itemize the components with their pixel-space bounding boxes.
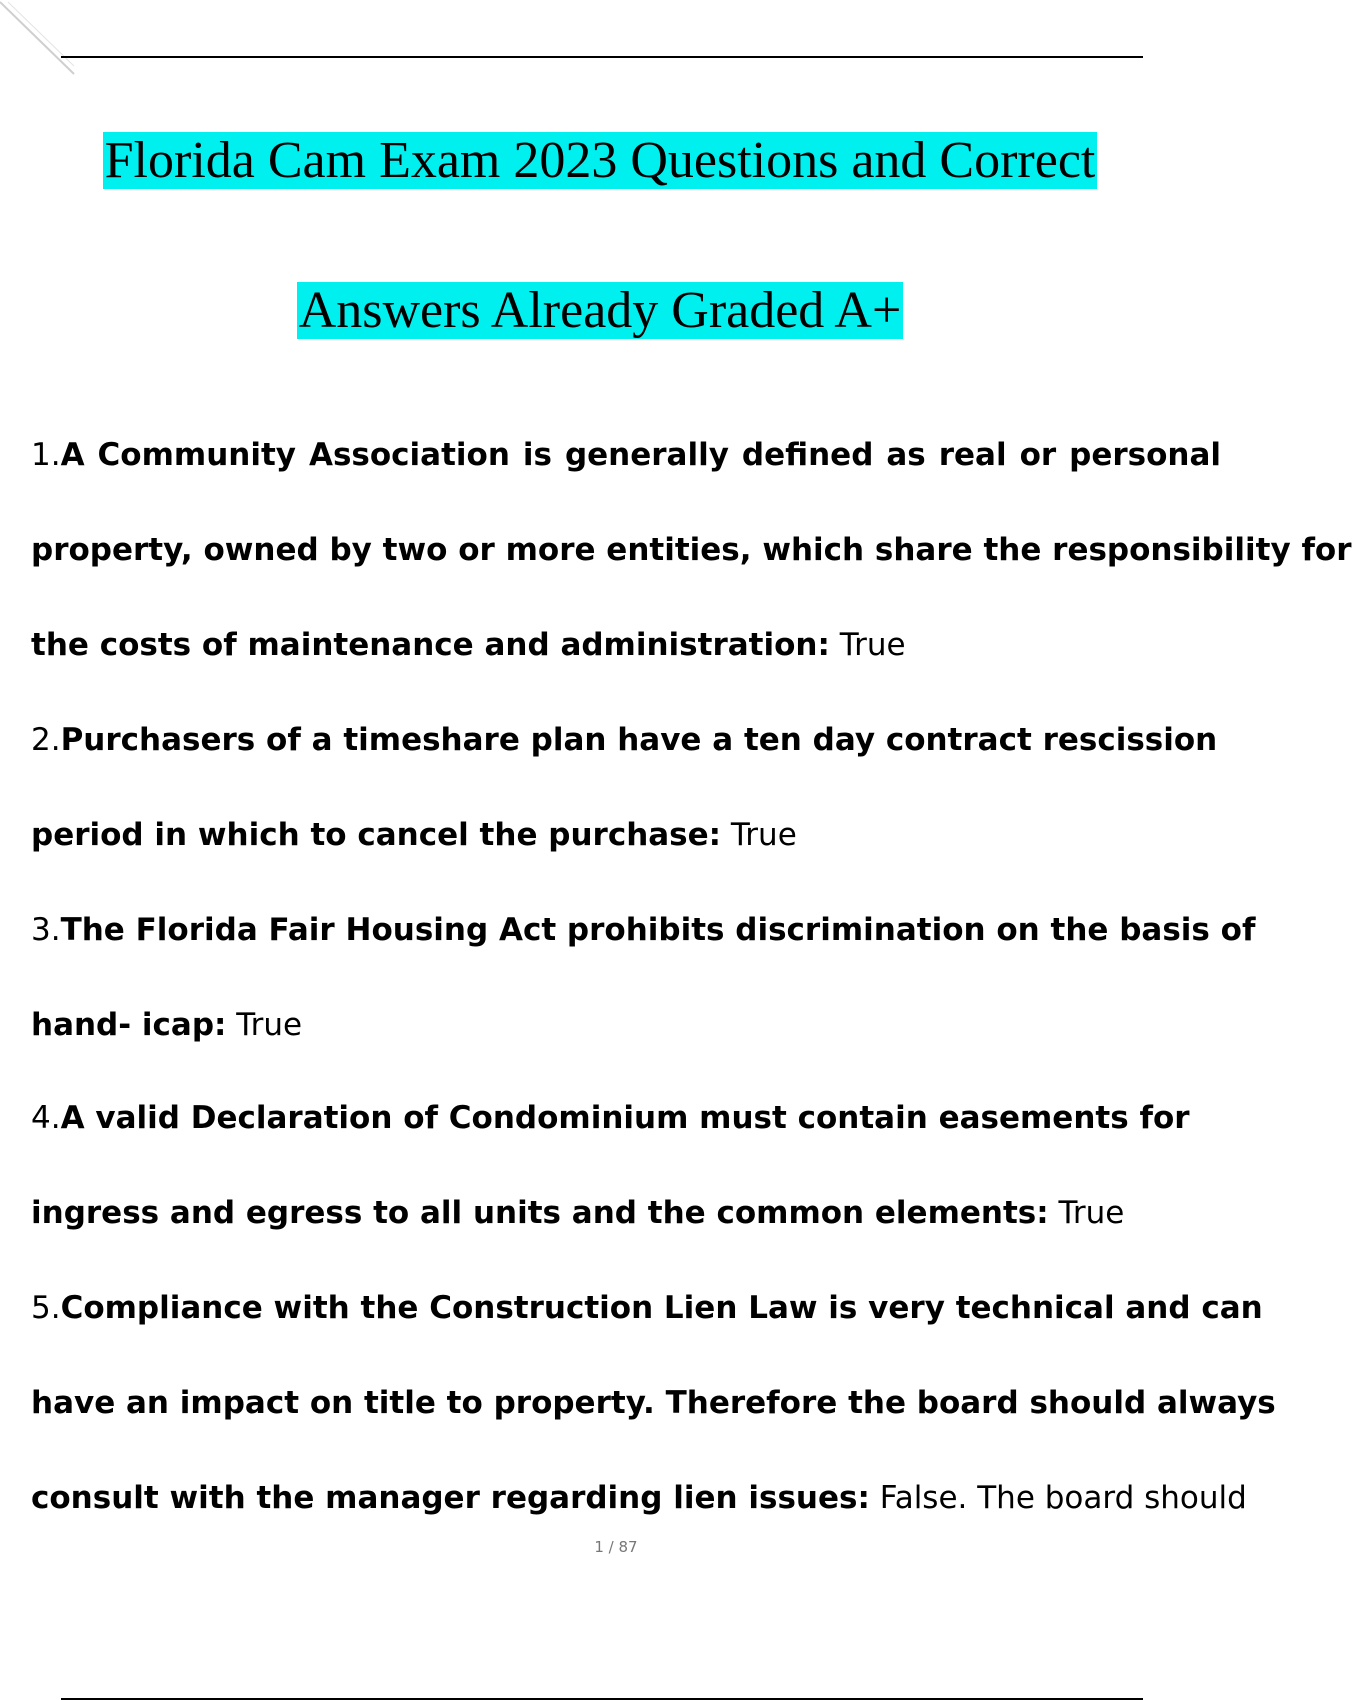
question-5-line-1 [31,1261,1263,1356]
question-text: The Florida Fair Housing Act prohibits discrimination on the basis of [60,912,1256,948]
question-item-5 [31,1261,1276,1546]
question-number: 2. [31,722,61,758]
question-text: period in which to cancel the purchase: [31,817,722,853]
question-text: Compliance with the Construction Lien Law is very technical and can [60,1290,1263,1326]
question-text: hand- icap: [31,1007,227,1043]
question-text: the costs of maintenance and administration: [31,627,830,663]
question-text: consult with the manager regarding lien issues: [31,1480,870,1516]
question-item-1 [31,408,1352,693]
question-number: 5. [31,1290,61,1326]
question-item-2 [31,693,1221,883]
question-text: Purchasers of a timeshare plan have a ten day contract rescission [60,722,1218,758]
page-indicator: 1 / 87 [594,1538,638,1556]
answer-text: True [1048,1195,1125,1231]
question-text: A Community Association is generally defined as real or personal [60,437,1221,473]
document-title-line-1 [0,130,1200,192]
question-number: 1. [31,437,61,473]
question-text: ingress and egress to all units and the common elements: [31,1195,1049,1231]
question-4-line-2 [31,1166,1221,1261]
answer-text: True [829,627,906,663]
answer-text: True [226,1007,303,1043]
question-5-line-3 [31,1451,1247,1546]
question-number: 4. [31,1100,61,1136]
question-1-line-1 [31,408,1221,503]
answer-text: False. The board should [869,1480,1247,1516]
question-1-line-3 [31,598,1221,693]
question-1-line-2 [31,503,1352,598]
question-item-3 [31,883,1256,1073]
question-text: A valid Declaration of Condominium must contain easements for [60,1100,1190,1136]
document-title-line-2 [0,280,1200,342]
top-rule [61,56,1143,58]
question-number: 3. [31,912,61,948]
question-item-4 [31,1071,1221,1261]
question-3-line-1 [31,883,1256,978]
question-2-line-1 [31,693,1221,788]
question-3-line-2 [31,978,1221,1073]
question-4-line-1 [31,1071,1221,1166]
question-2-line-2 [31,788,1221,883]
page-corner-fold-mark [0,0,80,80]
title-highlight-2: Answers Already Graded A+ [298,282,902,339]
question-text: property, owned by two or more entities, which share the responsibility for [31,532,1352,568]
question-text: have an impact on title to property. Therefore the board should always [31,1385,1276,1421]
title-highlight-1: Florida Cam Exam 2023 Questions and Correct [104,132,1096,189]
question-5-line-2 [31,1356,1276,1451]
answer-text: True [721,817,797,853]
